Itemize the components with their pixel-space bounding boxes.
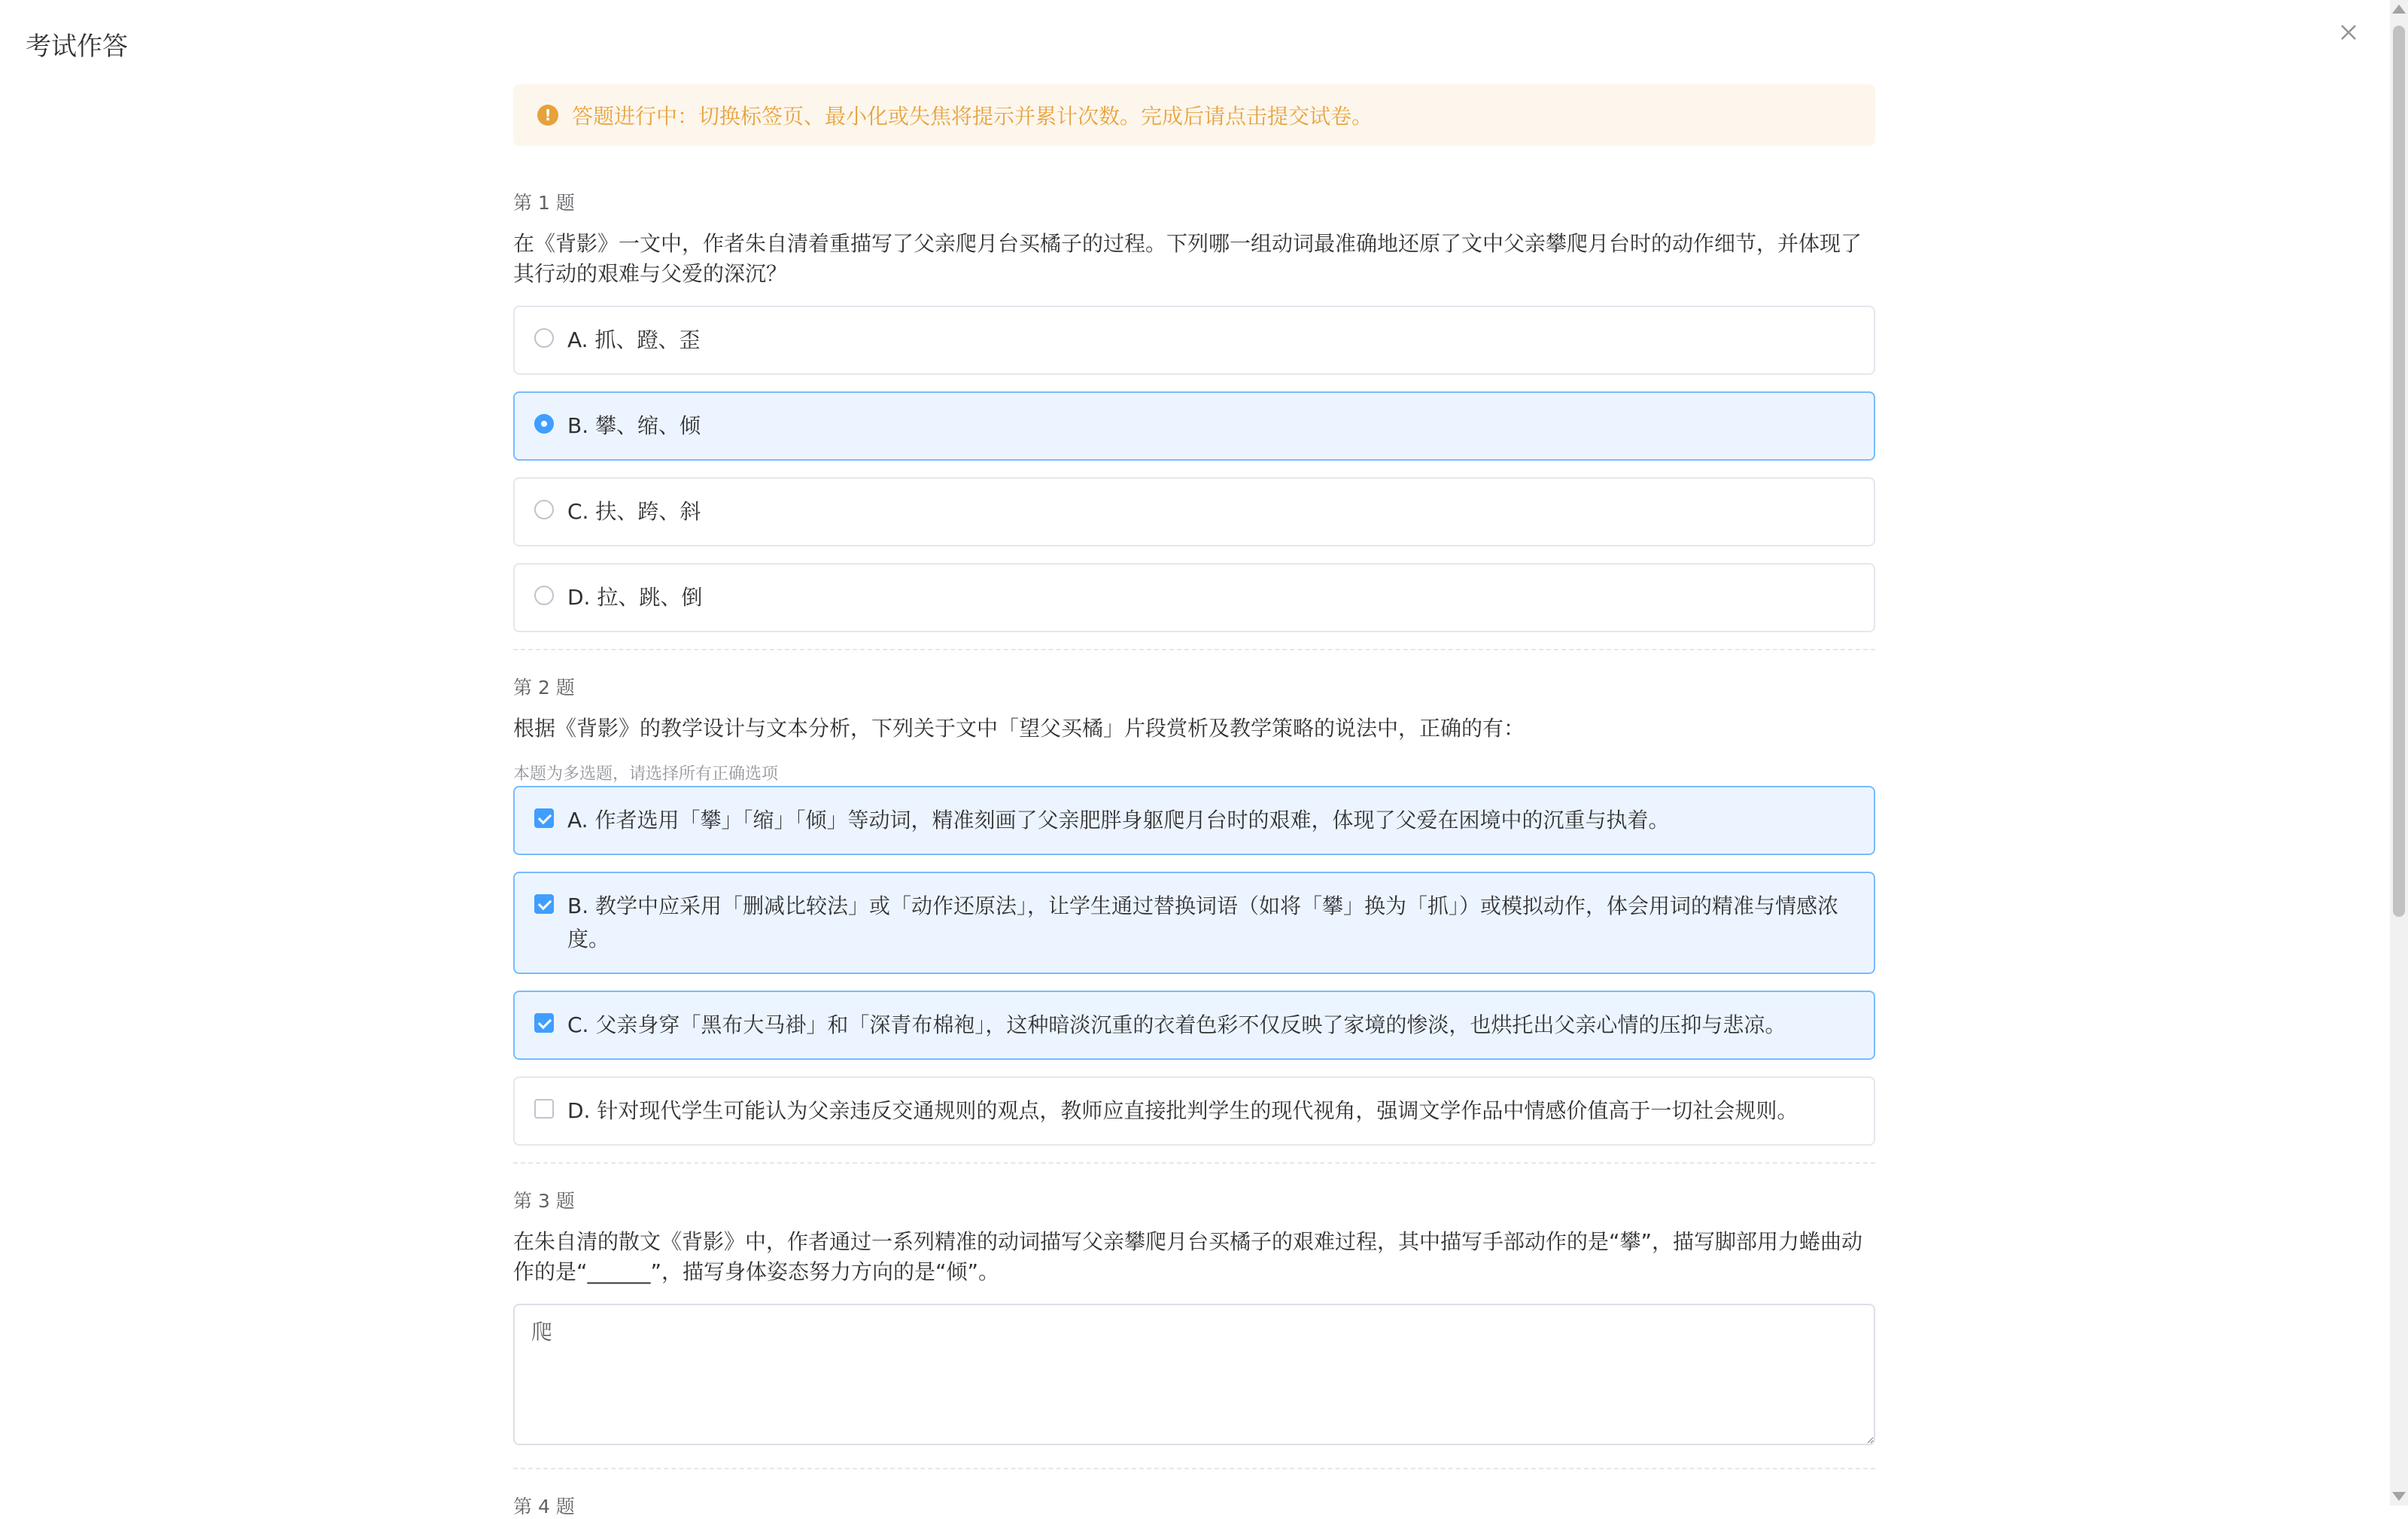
radio-button[interactable]: [534, 414, 554, 434]
option-label: A. 作者选用「攀」「缩」「倾」等动词，精准刻画了父亲肥胖身躯爬月台时的艰难，体现了父爱在困境中的沉重与执着。: [567, 808, 1670, 833]
dialog-title: 考试作答: [26, 32, 128, 62]
question-number: 第 3 题: [513, 1190, 575, 1212]
option-b[interactable]: [513, 872, 1875, 974]
alert-text: 答题进行中：切换标签页、最小化或失焦将提示并累计次数。完成后请点击提交试卷。: [572, 104, 1373, 129]
close-button[interactable]: [2336, 20, 2361, 45]
option-label: B. 教学中应采用「删减比较法」或「动作还原法」，让学生通过替换词语（如将「攀」换为「抓」）或模拟动作，体会用词的精准与情感浓度。: [567, 893, 1839, 951]
question-divider: [513, 649, 1875, 650]
option-label: C. 父亲身穿「黑布大马褂」和「深青布棉袍」，这种暗淡沉重的衣着色彩不仅反映了家境的惨淡，也烘托出父亲心情的压抑与悲凉。: [567, 1012, 1786, 1037]
checkbox[interactable]: [534, 1099, 554, 1119]
question-divider: [513, 1162, 1875, 1164]
option-label: A. 抓、蹬、歪: [567, 327, 701, 352]
scrollbar-thumb[interactable]: [2393, 26, 2405, 917]
option-c[interactable]: [513, 477, 1875, 546]
option-label: C. 扶、跨、斜: [567, 499, 701, 524]
question-number: 第 2 题: [513, 677, 575, 699]
question-2: [513, 673, 1875, 1164]
option-a[interactable]: [513, 306, 1875, 375]
warning-alert: [513, 84, 1875, 146]
question-4: [513, 1492, 1875, 1516]
answer-textarea[interactable]: [513, 1304, 1875, 1445]
question-number: 第 4 题: [513, 1496, 575, 1517]
question-stem: 在《背影》一文中，作者朱自清着重描写了父亲爬月台买橘子的过程。下列哪一组动词最准确地还原了文中父亲攀爬月台时的动作细节，并体现了其行动的艰难与父爱的深沉？: [513, 231, 1862, 286]
checkbox[interactable]: [534, 894, 554, 914]
option-b[interactable]: [513, 391, 1875, 461]
option-label: B. 攀、缩、倾: [567, 413, 701, 438]
scroll-down-arrow-icon[interactable]: [2392, 1492, 2406, 1501]
checkbox[interactable]: [534, 808, 554, 828]
option-d[interactable]: [513, 1076, 1875, 1146]
warning-icon: !: [537, 105, 558, 126]
question-3: [513, 1186, 1875, 1469]
question-1: [513, 188, 1875, 650]
option-a[interactable]: [513, 786, 1875, 855]
vertical-scrollbar[interactable]: [2390, 0, 2408, 1505]
question-divider: [513, 1468, 1875, 1469]
checkbox[interactable]: [534, 1013, 554, 1033]
option-c[interactable]: [513, 991, 1875, 1060]
scroll-up-arrow-icon[interactable]: [2392, 5, 2406, 14]
option-label: D. 针对现代学生可能认为父亲违反交通规则的观点，教师应直接批判学生的现代视角，强调文学作品中情感价值高于一切社会规则。: [567, 1098, 1798, 1123]
question-number: 第 1 题: [513, 192, 575, 214]
option-d[interactable]: [513, 563, 1875, 632]
radio-button[interactable]: [534, 586, 554, 605]
multiple-choice-hint: 本题为多选题，请选择所有正确选项: [513, 765, 779, 784]
question-stem: 根据《背影》的教学设计与文本分析，下列关于文中「望父买橘」片段赏析及教学策略的说法中，正确的有：: [513, 716, 1525, 741]
question-stem: 在朱自清的散文《背影》中，作者通过一系列精准的动词描写父亲攀爬月台买橘子的艰难过程，其中描写手部动作的是“攀”，描写脚部用力蜷曲动作的是“______”，描写身体姿态努力方向的是“倾”。: [513, 1229, 1863, 1284]
option-label: D. 拉、跳、倒: [567, 585, 703, 610]
radio-button[interactable]: [534, 328, 554, 348]
exam-content: [513, 84, 1875, 1516]
radio-button[interactable]: [534, 500, 554, 519]
close-icon: [2339, 23, 2358, 42]
